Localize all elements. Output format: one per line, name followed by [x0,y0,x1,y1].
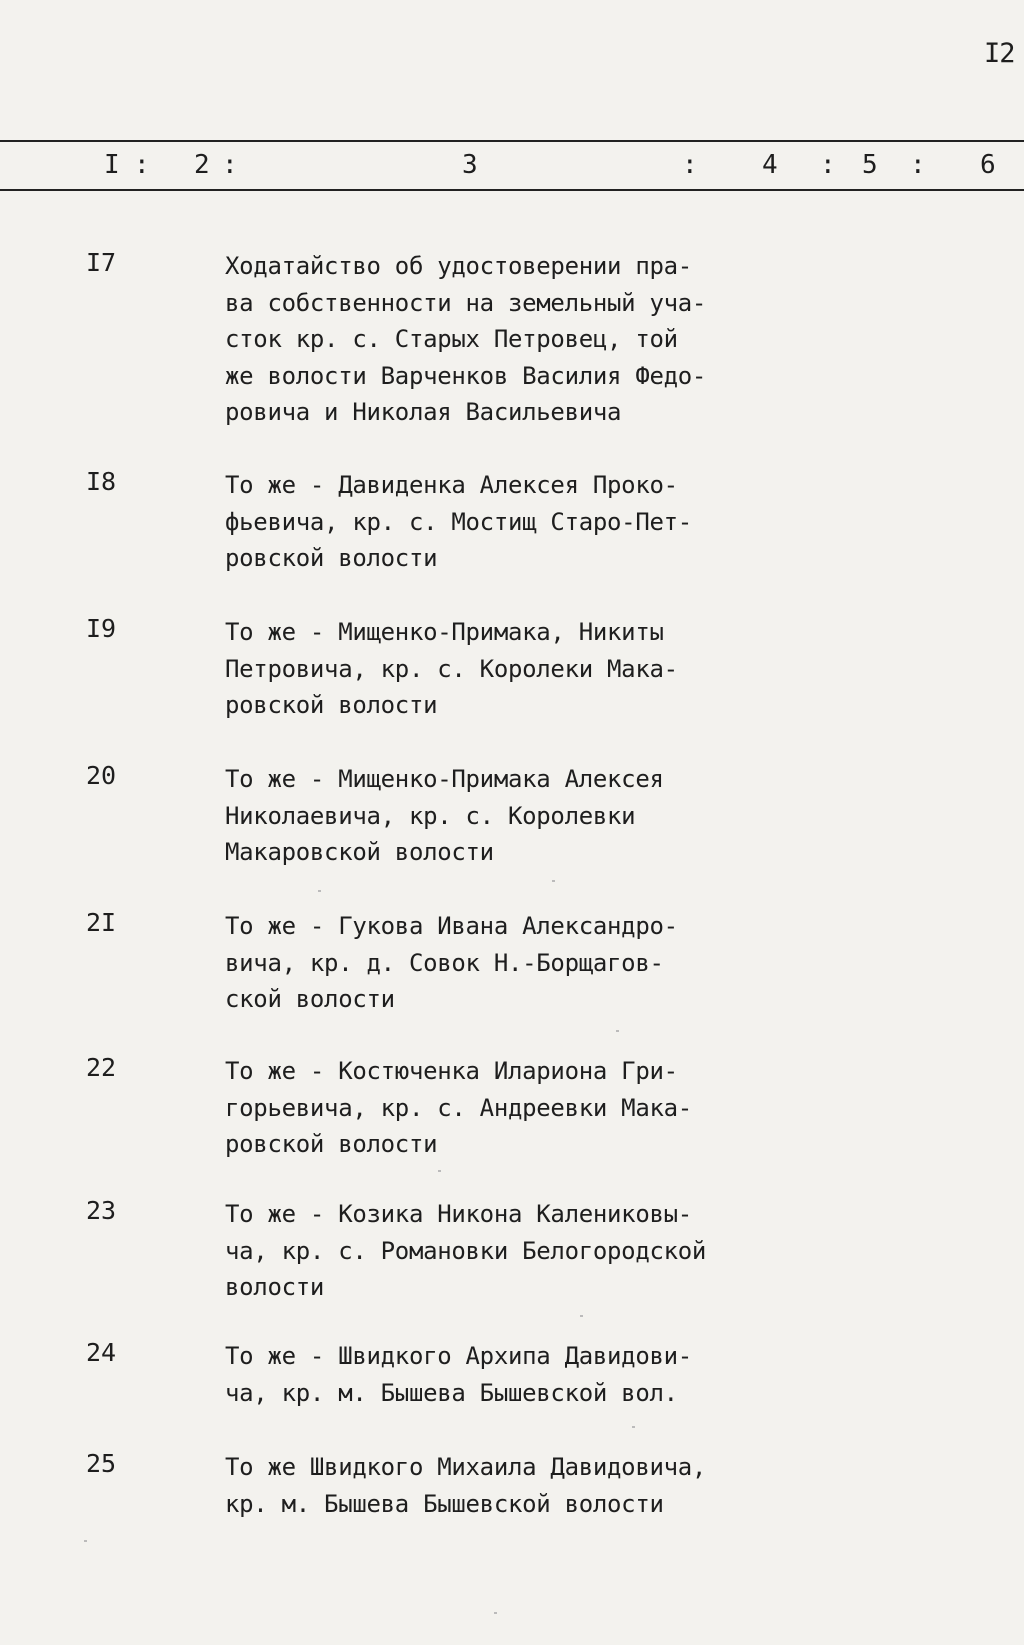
entry-text: Ходатайство об удостоверении пра- ва собственности на земельный уча- сток кр. с. Старых Петровец, той же волости Варченков Василия Федо- ровича и Николая Васильевича [225,252,707,426]
entry-number: 20 [86,761,117,790]
col-header-1: I [104,150,120,180]
header-top-rule [0,140,1024,142]
page-number: I2 [984,38,1015,69]
entry-text: То же - Козика Никона Калениковы- ча, кр. с. Романовки Белогородской волости [225,1200,707,1301]
col-header-5: 5 [862,150,878,180]
entry-number: 24 [86,1338,117,1367]
entry-number: I8 [86,467,117,496]
entry-number: I7 [86,248,117,277]
col-header-sep: : [682,150,698,180]
entry-text: То же - Швидкого Архипа Давидови- ча, кр. м. Бышева Бышевской вол. [225,1342,692,1407]
col-header-2: 2 [194,150,210,180]
col-header-6: 6 [980,150,996,180]
col-header-sep: : [134,150,150,180]
entry-text: То же - Мищенко-Примака Алексея Николаевича, кр. с. Королевки Макаровской волости [225,765,664,866]
entry-text: То же - Давиденка Алексея Проко- фьевича, кр. с. Мостищ Старо-Пет- ровской волости [225,471,692,572]
header-bottom-rule [0,189,1024,191]
entry-number: 25 [86,1449,117,1478]
entry-number: 23 [86,1196,117,1225]
entry-number: 22 [86,1053,117,1082]
entry-text: То же Швидкого Михаила Давидовича, кр. м. Бышева Бышевской волости [225,1453,707,1518]
entry-number: 2I [86,908,117,937]
col-header-sep: : [820,150,836,180]
col-header-3: 3 [462,150,478,180]
entry-number: I9 [86,614,117,643]
entry-text: То же - Мищенко-Примака, Никиты Петровича, кр. с. Королеки Мака- ровской волости [225,618,678,719]
entry-text: То же - Костюченка Илариона Гри- горьевича, кр. с. Андреевки Мака- ровской волости [225,1057,692,1158]
col-header-sep: : [910,150,926,180]
col-header-sep: : [222,150,238,180]
entry-text: То же - Гукова Ивана Александро- вича, кр. д. Совок Н.-Борщагов- ской волости [225,912,678,1013]
col-header-4: 4 [762,150,778,180]
